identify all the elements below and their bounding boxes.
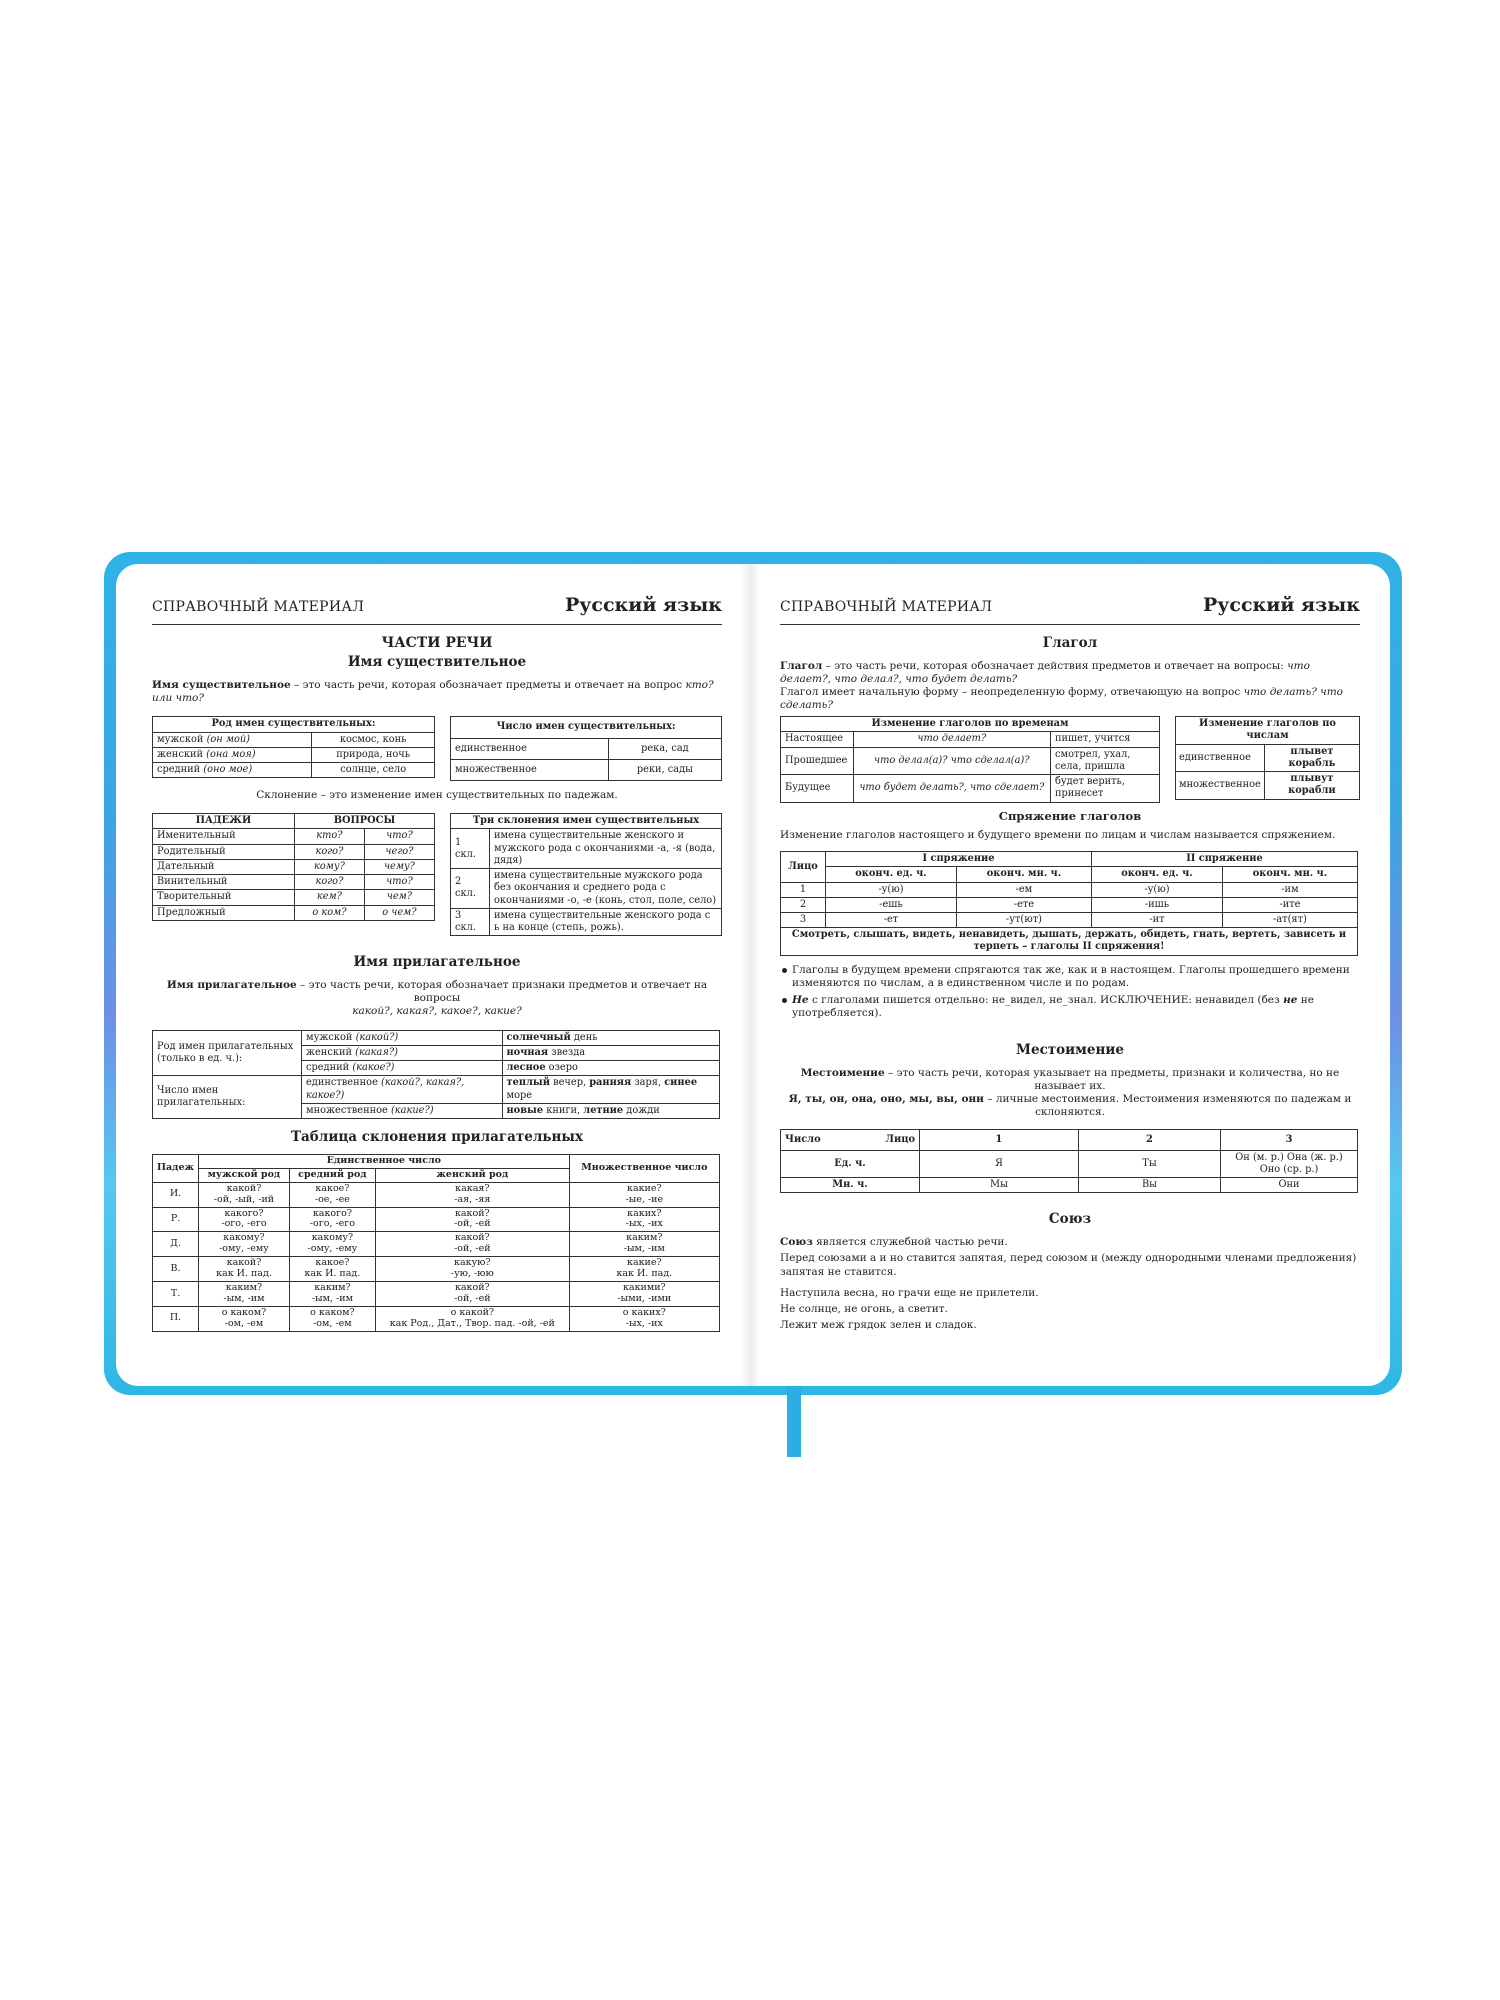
left-page	[116, 564, 750, 1386]
conjunction-example-2: Не солнце, не огонь, а светит.	[780, 1302, 948, 1315]
table-row: множественное реки, сады	[451, 759, 722, 780]
table-row: Настоящее что делает? пишет, учится	[781, 732, 1160, 747]
table-row: Именительный кто? что?	[153, 829, 435, 844]
table-row: П. о каком? -ом, -ем о каком? -ом, -ем о какой? как Род., Дат., Твор. пад. -ой, -ей о каких? -ых, -их	[153, 1306, 720, 1331]
header-section-label: СПРАВОЧНЫЙ МАТЕРИАЛ	[152, 599, 365, 615]
table-row: женский (она моя) природа, ночь	[153, 747, 435, 762]
table-row: 2 -ешь -ете -ишь -ите	[781, 897, 1358, 912]
table-row: И. какой? -ой, -ый, -ий какое? -ое, -ее какая? -ая, -яя какие? -ые, -ие	[153, 1182, 720, 1207]
adjective-definition: Имя прилагательное – это часть речи, которая обозначает признаки предметов и отвечает на вопросы какой?, какая?, какое?, какие?	[166, 979, 708, 1018]
table-row: В. какой? как И. пад. какое? как И. пад. какую? -ую, -юю какие? как И. пад.	[153, 1257, 720, 1282]
verb-definition: Глагол – это часть речи, которая обозначает действия предметов и отвечает на вопросы: что делает?, что делал?, что будет делать? Глагол имеет начальную форму – неопределенную форму, отвечающую на вопрос что делать? что сделать?	[780, 659, 1343, 711]
three-declensions-table: Три склонения имен существительных 1 скл. имена существительные женского и мужского рода с окончаниями -а, -я (вода, дядя) 2 скл. имена существительные мужского рода без окончания и среднего рода с окончаниями -о, -е (конь, стол, поле, село) 3 скл. имена существительные женского рода с ь на конце (степь, рожь).	[450, 813, 722, 936]
table-row: единственное река, сад	[451, 738, 722, 759]
table-row: Д. какому? -ому, -ему какому? -ому, -ему какой? -ой, -ей каким? -ым, -им	[153, 1232, 720, 1257]
conjugation-title: Спряжение глаголов	[998, 808, 1142, 823]
bookmark-ribbon	[787, 1385, 801, 1457]
conjugation-table: Лицо I спряжение II спряжение оконч. ед. ч. оконч. мн. ч. оконч. ед. ч. оконч. мн. ч. 1 -у(ю) -ем -у(ю) -им 2 -ешь -ете -ишь -ите 3 -ет -ут(ют) -ит -ат(ят) Смотреть, слышать, видеть, ненавидеть, дышать, держать, обидеть, гнать, вертеть, зависеть и терпеть – глаголы II спряжения!	[780, 851, 1358, 956]
table-header: Число имен существительных:	[451, 717, 722, 738]
adjective-gender-number-table	[152, 1030, 720, 1119]
table-row: Прошедшее что делал(а)? что сделал(а)? смотрел, ухал, села, пришла	[781, 747, 1160, 774]
table-row: 3 -ет -ут(ют) -ит -ат(ят)	[781, 912, 1358, 927]
noun-number-table	[450, 716, 722, 781]
conjunction-rule: Перед союзами а и но ставится запятая, перед союзом и (между однородными членами предложения) запятая не ставится.	[780, 1252, 1357, 1278]
pronoun-definition: Местоимение – это часть речи, которая указывает на предметы, признаки и количества, но не называет их. Я, ты, он, она, оно, мы, вы, они – личные местоимения. Местоимения изменяются по падежам и склоняются.	[788, 1067, 1352, 1119]
cases-table: ПАДЕЖИ ВОПРОСЫ Именительный кто? что? Родительный кого? чего? Дательный кому? чему? Винительный кого? что? Творительный кем? чем? Предложный о ком? о чем?	[152, 813, 435, 921]
table-row: единственное плывет корабль	[1176, 744, 1360, 771]
conjugation-definition: Изменение глаголов настоящего и будущего времени по лицам и числам называется спряжением.	[780, 828, 1336, 841]
table-row: женский (какая?) ночная звезда	[153, 1045, 720, 1060]
table-row: Т. каким? -ым, -им каким? -ым, -им какой? -ой, -ей какими? -ыми, -ими	[153, 1282, 720, 1307]
pronoun-title: Местоимение	[1016, 1042, 1124, 1059]
parts-of-speech-title: ЧАСТИ РЕЧИ	[381, 634, 493, 651]
verb-tense-table: Изменение глаголов по временам Настоящее что делает? пишет, учится Прошедшее что делал(а)? что сделал(а)? смотрел, ухал, села, пришла Будущее что будет делать?, что сделает? будет верить, принесет	[780, 716, 1160, 802]
table-row: 3 скл. имена существительные женского рода с ь на конце (степь, рожь).	[451, 908, 722, 935]
right-page	[750, 564, 1390, 1386]
conjugation-exceptions: Смотреть, слышать, видеть, ненавидеть, дышать, держать, обидеть, гнать, вертеть, зависеть и терпеть – глаголы II спряжения!	[781, 928, 1358, 955]
verb-title: Глагол	[1042, 634, 1098, 651]
table-row: средний (оно мое) солнце, село	[153, 763, 435, 778]
left-page-header	[152, 594, 722, 625]
conjunction-example-1: Наступила весна, но грачи еще не прилетели.	[780, 1286, 1039, 1299]
left-page-gutter-shadow	[740, 564, 750, 1386]
adjective-declension-table: Падеж Единственное число Множественное число мужской род средний род женский род И. какой? -ой, -ый, -ий какое? -ое, -ее какая? -ая, -яя какие? -ые, -ие Р. какого? -ого, -его какого? -ого, -его какой? -ой, -ей каких? -ых, -их Д. какому? -ому, -ему какому? -ому, -ему какой? -ой, -ей каким? -ым, -им В. какой? как И. пад. какое? как И. пад. какую? -ую, -юю какие? как И. пад. Т. каким? -ым, -им каким? -ым, -им какой? -ой, -ей какими? -ыми, -ими П. о каком? -ом, -ем о каком? -ом, -ем о какой? как Род., Дат., Твор. пад. -ой, -ей о каких? -ых, -их	[152, 1154, 720, 1332]
conjunction-example-3: Лежит меж грядок зелен и сладок.	[780, 1318, 977, 1331]
table-row: Число имен прилагательных: единственное (какой?, какая?, какое?) теплый вечер, ранняя заря, синее море	[153, 1076, 720, 1103]
noun-definition: Имя существительное – это часть речи, которая обозначает предметы и отвечает на вопрос кто? или что?	[152, 679, 714, 705]
table-row: 1 -у(ю) -ем -у(ю) -им	[781, 882, 1358, 897]
table-row: 1 скл. имена существительные женского и мужского рода с окончаниями -а, -я (вода, дядя)	[451, 829, 722, 869]
table-row: Предложный о ком? о чем?	[153, 905, 435, 920]
noun-gender-table	[152, 716, 435, 778]
table-row: Р. какого? -ого, -его какого? -ого, -его какой? -ой, -ей каких? -ых, -их	[153, 1207, 720, 1232]
right-page-header	[780, 594, 1360, 625]
table-header: Род имен существительных:	[153, 717, 435, 732]
right-page-gutter-shadow	[750, 564, 760, 1386]
noun-title: Имя существительное	[347, 654, 527, 671]
table-row: Винительный кого? что?	[153, 875, 435, 890]
table-row: Дательный кому? чему?	[153, 859, 435, 874]
table-row: Творительный кем? чем?	[153, 890, 435, 905]
table-row: средний (какое?) лесное озеро	[153, 1061, 720, 1076]
conjunction-title: Союз	[1048, 1211, 1092, 1228]
table-row: Будущее что будет делать?, что сделает? будет верить, принесет	[781, 775, 1160, 802]
header-section-label: СПРАВОЧНЫЙ МАТЕРИАЛ	[780, 599, 993, 615]
verb-number-table: Изменение глаголов по числам единственное плывет корабль множественное плывут корабли	[1175, 716, 1360, 799]
verb-note-ne: Не с глаголами пишется отдельно: не_видел, не_знал. ИСКЛЮЧЕНИЕ: ненавидел (без не не употребляется).	[780, 994, 1360, 1020]
declension-definition: Склонение – это изменение имен существительных по падежам.	[256, 789, 618, 802]
pronoun-table: Число Лицо 1 2 3 Ед. ч. Я Ты Он (м. р.) Она (ж. р.) Оно (ср. р.) Мн. ч. Мы Вы Они	[780, 1129, 1358, 1194]
table-row: Мн. ч. Мы Вы Они	[781, 1178, 1358, 1193]
table-row: Ед. ч. Я Ты Он (м. р.) Она (ж. р.) Оно (ср. р.)	[781, 1150, 1358, 1177]
table-row: мужской (он мой) космос, конь	[153, 732, 435, 747]
table-row: множественное (какие?) новые книги, летние дожди	[153, 1103, 720, 1118]
conjunction-definition: Союз является служебной частью речи.	[780, 1236, 1008, 1249]
header-subject-title: Русский язык	[564, 594, 722, 616]
table-row: Род имен прилагательных (только в ед. ч.): мужской (какой?) солнечный день	[153, 1030, 720, 1045]
table-row: 2 скл. имена существительные мужского рода без окончания и среднего рода с окончаниями -о, -е (конь, стол, поле, село)	[451, 869, 722, 909]
table-row: множественное плывут корабли	[1176, 772, 1360, 799]
header-subject-title: Русский язык	[1202, 594, 1360, 616]
table-row: Родительный кого? чего?	[153, 844, 435, 859]
adjective-title: Имя прилагательное	[353, 954, 521, 971]
adjective-declension-title: Таблица склонения прилагательных	[291, 1128, 583, 1145]
verb-note-future: Глаголы в будущем времени спрягаются так же, как и в настоящем. Глаголы прошедшего времени изменяются по числам, а в единственном числе и по родам.	[780, 964, 1360, 990]
